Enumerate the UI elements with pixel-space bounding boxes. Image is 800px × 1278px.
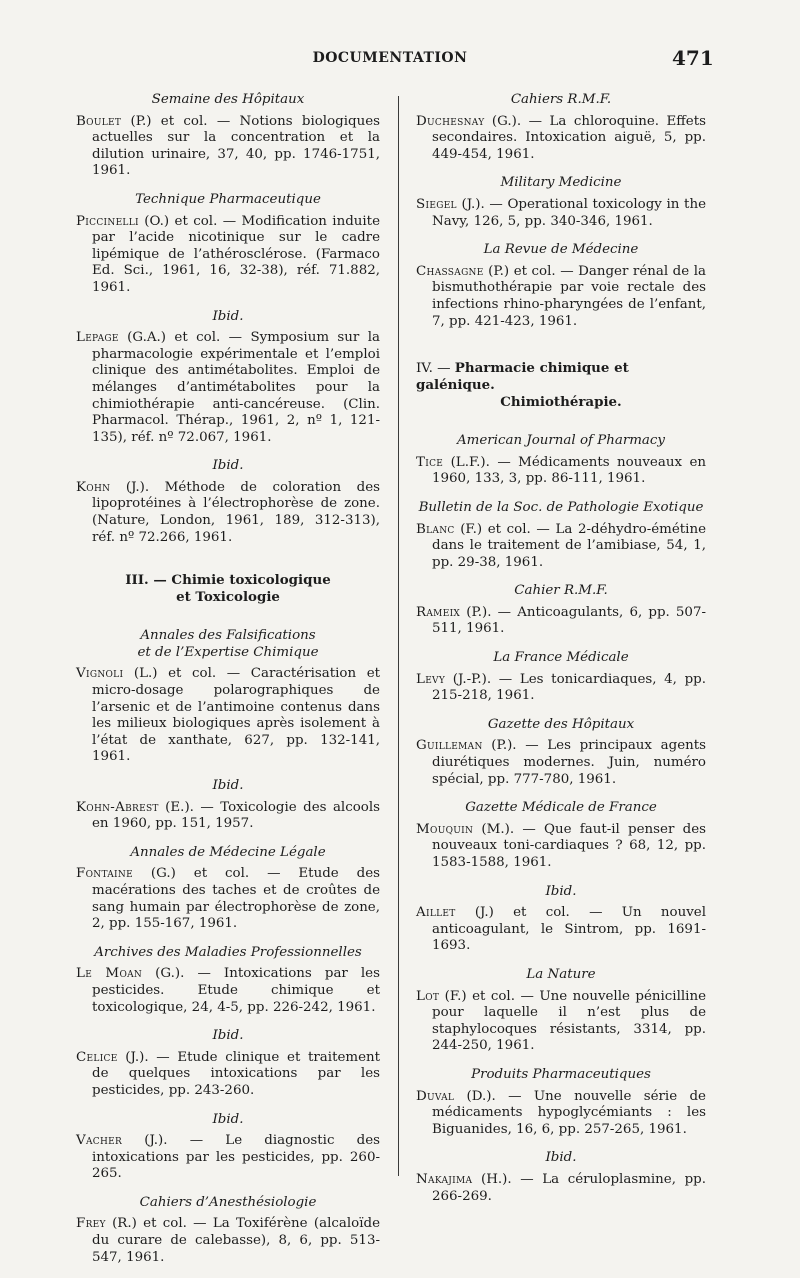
- entry-text: (J.). — Le diagnostic des intoxications par les pesticides, pp. 260-265.: [92, 1133, 380, 1182]
- journal-title: Ibid.: [212, 778, 244, 793]
- entry-text: (G.). — La chloroquine. Effets secondaires. Intoxication aiguë, 5, pp. 449-454, 1961.: [432, 113, 706, 162]
- entry-author: Le Moan: [76, 966, 143, 982]
- entry-author: Aillet: [416, 905, 456, 921]
- journal-title: Produits Pharmaceutiques: [471, 1066, 651, 1082]
- entry-text: (P.). — Anticoagulants, 6, pp. 507-511, 1961.: [432, 604, 706, 637]
- bibliography-entry: [416, 455, 706, 488]
- entry-text: (J.) et col. — Un nouvel anticoagulant, le Sintrom, pp. 1691-1693.: [432, 905, 706, 954]
- entry-author: Lot: [416, 988, 440, 1004]
- entry-text: (G.A.) et col. — Symposium sur la pharmacologie expérimentale et l’emploi clinique des antimétabolites. Emploi de mélanges d’antimétabolites pour la chimiothérapie anti-cancéreuse. (Clin. Pharmacol. Thérap., 1961, 2, nº 1, 121-135), réf. nº 72.067, 1961.: [92, 330, 380, 445]
- journal-title: Annales des Falsifications: [140, 628, 316, 644]
- journal-title: Annales de Médecine Légale: [130, 844, 326, 860]
- journal-title: Ibid.: [212, 1111, 244, 1127]
- bibliography-entry: [416, 264, 706, 330]
- bibliography-entry: [76, 866, 380, 932]
- journal-title: Gazette Médicale de France: [465, 800, 657, 816]
- bibliography-entry: [76, 666, 380, 766]
- entry-text: (L.F.). — Médicaments nouveaux en 1960, 133, 3, pp. 86-111, 1961.: [432, 454, 706, 487]
- page-number: 471: [672, 46, 714, 70]
- entry-text: (R.) et col. — La Toxiférène (alcaloïde du curare de calebasse), 8, 6, pp. 513-547, 1961.: [92, 1216, 380, 1265]
- running-header: DOCUMENTATION: [312, 50, 468, 66]
- entry-text: (G.). — Intoxications par les pesticides. Etude chimique et toxicologique, 24, 4-5, pp. 226-242, 1961.: [92, 966, 380, 1015]
- left-column: [76, 92, 380, 1278]
- entry-author: Boulet: [76, 113, 122, 129]
- bibliography-entry: [416, 605, 706, 638]
- bibliography-entry: [76, 1133, 380, 1183]
- entry-author: Levy: [416, 671, 446, 687]
- bibliography-entry: [76, 800, 380, 833]
- section-heading: [76, 572, 380, 606]
- bibliography-entry: [76, 480, 380, 546]
- entry-text: (E.). — Toxicologie des alcools en 1960, pp. 151, 1957.: [92, 799, 380, 832]
- entry-author: Celice: [76, 1049, 118, 1065]
- entry-author: Vignoli: [76, 666, 124, 682]
- entry-text: (J.-P.). — Les tonicardiaques, 4, pp. 215-218, 1961.: [432, 671, 706, 704]
- bibliography-entry: [76, 330, 380, 446]
- bibliography-entry: [416, 822, 706, 872]
- entry-author: Duchesnay: [416, 113, 485, 129]
- journal-title: Cahiers R.M.F.: [510, 92, 612, 107]
- entry-text: (F.) et col. — La 2-déhydro-émétine dans le traitement de l’amibiase, 54, 1, pp. 29-38, 1961.: [432, 521, 706, 570]
- entry-author: Nakajima: [416, 1171, 473, 1187]
- bibliography-entry: [76, 114, 380, 180]
- entry-text: (J.). — Operational toxicology in the Navy, 126, 5, pp. 340-346, 1961.: [432, 196, 706, 229]
- section-heading-line: et Toxicologie: [176, 589, 280, 606]
- entry-text: (D.). — Une nouvelle série de médicaments hypoglycémiants : les Biguanides, 16, 6, pp. 257-265, 1961.: [432, 1088, 706, 1137]
- journal-title: Archives des Maladies Professionnelles: [94, 944, 362, 960]
- bibliography-entry: [416, 522, 706, 572]
- entry-author: Frey: [76, 1216, 106, 1232]
- entry-author: Chassagne: [416, 263, 484, 279]
- entry-author: Fontaine: [76, 866, 133, 882]
- journal-title: Ibid.: [545, 883, 577, 899]
- entry-author: Siegel: [416, 196, 457, 212]
- right-column: [416, 92, 706, 1217]
- section-number: IV. —: [416, 361, 455, 377]
- journal-title: Cahier R.M.F.: [514, 583, 608, 599]
- entry-author: Vacher: [76, 1133, 123, 1149]
- entry-author: Lepage: [76, 330, 119, 346]
- section-heading-line: Chimiothérapie.: [500, 394, 622, 411]
- journal-title: La Nature: [526, 966, 596, 982]
- section-heading-line: Pharmacie chimique et galénique.: [416, 360, 629, 394]
- journal-title: La France Médicale: [493, 650, 629, 666]
- section-heading-line: III. — Chimie toxicologique: [125, 572, 331, 589]
- bibliography-entry: [416, 672, 706, 705]
- bibliography-entry: [416, 989, 706, 1055]
- entry-text: (J.). — Etude clinique et traitement de quelques intoxications par les pesticides, pp. 243-260.: [92, 1049, 380, 1098]
- journal-title: Ibid.: [212, 308, 244, 324]
- entry-text: (H.). — La céruloplasmine, pp. 266-269.: [432, 1171, 706, 1204]
- bibliography-entry: [76, 214, 380, 297]
- journal-title: Semaine des Hôpitaux: [151, 92, 305, 107]
- bibliography-entry: [76, 1216, 380, 1266]
- entry-author: Mouquin: [416, 821, 474, 837]
- bibliography-entry: [76, 1050, 380, 1100]
- journal-title: Ibid.: [545, 1150, 577, 1166]
- entry-author: Tice: [416, 454, 444, 470]
- journal-title: La Revue de Médecine: [483, 242, 639, 258]
- bibliography-entry: [416, 1172, 706, 1205]
- entry-author: Rameix: [416, 604, 461, 620]
- entry-text: (P.) et col. — Notions biologiques actuelles sur la concentration et la dilution urinaire, 37, 40, pp. 1746-1751, 1961.: [92, 113, 380, 179]
- journal-title: Bulletin de la Soc. de Pathologie Exotique: [418, 499, 704, 515]
- bibliography-entry: [416, 738, 706, 788]
- bibliography-entry: [416, 197, 706, 230]
- entry-text: (J.). Méthode de coloration des lipoprotéines à l’électrophorèse de zone. (Nature, London, 1961, 189, 312-313), réf. nº 72.266, 1961.: [92, 479, 380, 545]
- bibliography-entry: [416, 1089, 706, 1139]
- section-heading: [416, 360, 706, 411]
- journal-title: Military Medicine: [500, 175, 622, 191]
- entry-author: Piccinelli: [76, 213, 139, 229]
- journal-title: American Journal of Pharmacy: [457, 433, 665, 449]
- entry-author: Kohn: [76, 479, 111, 495]
- entry-text: (L.) et col. — Caractérisation et micro-dosage polarographiques de l’arsenic et de l’antimoine contenus dans les milieux biologiques après isolement à l’état de xanthate, 627, pp. 132-141, 1961.: [92, 666, 380, 765]
- entry-text: (M.). — Que faut-il penser des nouveaux toni-cardiaques ? 68, 12, pp. 1583-1588, 1961.: [432, 821, 706, 870]
- entry-text: (G.) et col. — Etude des macérations des taches et de croûtes de sang humain par électrophorèse de zone, 2, pp. 155-167, 1961.: [92, 866, 380, 932]
- entry-author: Blanc: [416, 521, 455, 537]
- entry-text: (F.) et col. — Une nouvelle pénicilline pour laquelle il n’est plus de staphylocoques résistants, 3314, pp. 244-250, 1961.: [432, 988, 706, 1054]
- column-divider: [398, 96, 399, 1176]
- entry-text: (P.) et col. — Danger rénal de la bismuthothérapie par voie rectale des infections rhino-pharyngées de l’enfant, 7, pp. 421-423, 1961.: [432, 263, 706, 329]
- journal-title: Gazette des Hôpitaux: [487, 716, 635, 732]
- entry-text: (P.). — Les principaux agents diurétiques modernes. Juin, numéro spécial, pp. 777-780, 1961.: [432, 738, 706, 787]
- entry-author: Duval: [416, 1088, 455, 1104]
- journal-title: Ibid.: [212, 458, 244, 474]
- bibliography-entry: [416, 905, 706, 955]
- bibliography-entry: [416, 114, 706, 164]
- entry-author: Kohn-Abrest: [76, 799, 159, 815]
- journal-title: Ibid.: [212, 1028, 244, 1044]
- journal-title: Technique Pharmaceutique: [135, 191, 321, 207]
- entry-text: (O.) et col. — Modification induite par l’acide nicotinique sur le cadre lipémique de l’athérosclérose. (Farmaco Ed. Sci., 1961, 16, 32-38), réf. 71.882, 1961.: [92, 213, 380, 295]
- entry-author: Guilleman: [416, 738, 483, 754]
- journal-title: Cahiers d’Anesthésiologie: [139, 1194, 317, 1210]
- bibliography-entry: [76, 966, 380, 1016]
- journal-title: et de l’Expertise Chimique: [137, 644, 319, 660]
